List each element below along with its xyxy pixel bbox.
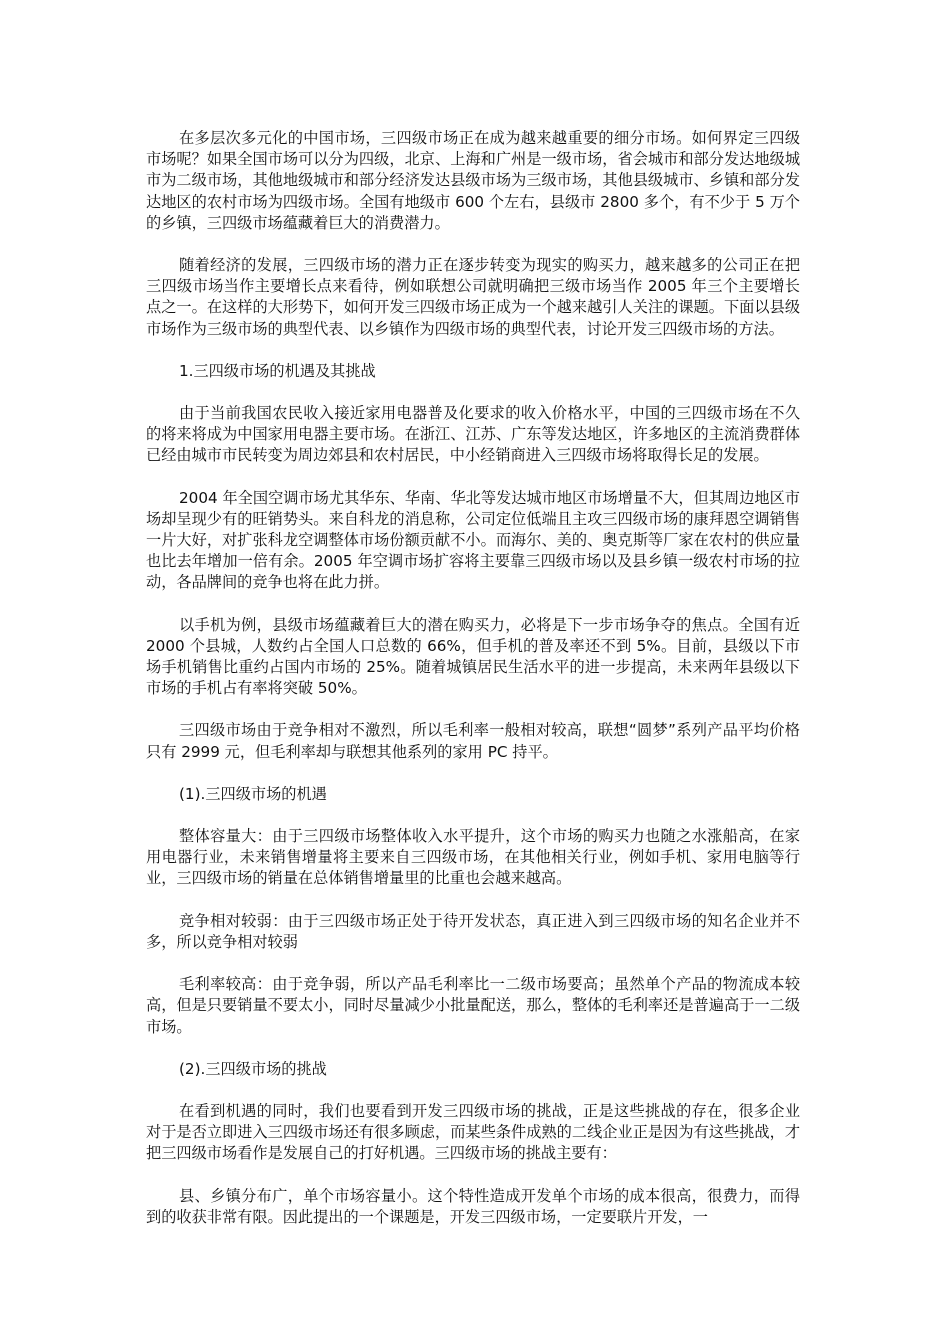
paragraph-intro: 在多层次多元化的中国市场，三四级市场正在成为越来越重要的细分市场。如何界定三四级市场呢？如果全国市场可以分为四级，北京、上海和广州是一级市场，省会城市和部分发达地级城市为二级市场，其他地级城市和部分经济发达县级市场为三级市场，其他县级城市、乡镇和部分发达地区的农村市场为四级市场。全国有地级市 600 个左右，县级市 2800 多个，有不少于 5 万个的乡镇，三四级市场蕴藏着巨大的消费潜力。 xyxy=(146,129,800,232)
paragraph-air-conditioner: 2004 年全国空调市场尤其华东、华南、华北等发达城市地区市场增量不大，但其周边地区市场却呈现少有的旺销势头。来自科龙的消息称，公司定位低端且主攻三四级市场的康拜恩空调销售一片大好，对扩张科龙空调整体市场份额贡献不小。而海尔、美的、奥克斯等厂家在农村的供应量也比去年增加一倍有余。2005 年空调市场扩容将主要靠三四级市场以及县乡镇一级农村市场的拉动，各品牌间的竞争也将在此力拼。 xyxy=(146,488,800,592)
document-body xyxy=(146,128,800,1249)
section-heading-challenges: (2).三四级市场的挑战 xyxy=(179,1059,327,1078)
paragraph-gross-margin: 毛利率较高：由于竞争弱，所以产品毛利率比一二级市场要高；虽然单个产品的物流成本较高，但是只要销量不要太小，同时尽量减少小批量配送，那么，整体的毛利率还是普遍高于一二级市场。 xyxy=(146,975,800,1036)
section-heading-opportunities-challenges: 1.三四级市场的机遇及其挑战 xyxy=(179,361,376,380)
paragraph-capacity: 整体容量大：由于三四级市场整体收入水平提升，这个市场的购买力也随之水涨船高，在家用电器行业，未来销售增量将主要来自三四级市场，在其他相关行业，例如手机、家用电脑等行业，三四级市场的销量在总体销售增量里的比重也会越来越高。 xyxy=(146,827,800,888)
paragraph-distribution: 县、乡镇分布广，单个市场容量小。这个特性造成开发单个市场的成本很高，很费力，而得到的收获非常有限。因此提出的一个课题是，开发三四级市场，一定要联片开发，一 xyxy=(146,1186,800,1226)
section-heading-opportunities: (1).三四级市场的机遇 xyxy=(179,784,327,803)
paragraph-challenges-intro: 在看到机遇的同时，我们也要看到开发三四级市场的挑战，正是这些挑战的存在，很多企业对于是否立即进入三四级市场还有很多顾虑，而某些条件成熟的二线企业正是因为有这些挑战，才把三四级市场看作是发展自己的打好机遇。三四级市场的挑战主要有： xyxy=(146,1101,800,1163)
paragraph-margin: 三四级市场由于竞争相对不激烈，所以毛利率一般相对较高，联想“圆梦”系列产品平均价格只有 2999 元，但毛利率却与联想其他系列的家用 PC 持平。 xyxy=(146,721,800,761)
paragraph-mobile-phone: 以手机为例，县级市场蕴藏着巨大的潜在购买力，必将是下一步市场争夺的焦点。全国有近 2000 个县城，人数约占全国人口总数的 66%，但手机的普及率还不到 5%。目前，县级以下市场手机销售比重约占国内市场的 25%。随着城镇居民生活水平的进一步提高，未来两年县级以下市场的手机占有率将突破 50%。 xyxy=(146,615,800,698)
paragraph-growth: 随着经济的发展，三四级市场的潜力正在逐步转变为现实的购买力，越来越多的公司正在把三四级市场当作主要增长点来看待，例如联想公司就明确把三级市场当作 2005 年三个主要增长点之一。在这样的大形势下，如何开发三四级市场正成为一个越来越引人关注的课题。下面以县级市场作为三级市场的典型代表、以乡镇作为四级市场的典型代表，讨论开发三四级市场的方法。 xyxy=(146,256,800,338)
paragraph-competition: 竞争相对较弱：由于三四级市场正处于待开发状态，真正进入到三四级市场的知名企业并不多，所以竞争相对较弱 xyxy=(146,911,800,951)
paragraph-appliance-market: 由于当前我国农民收入接近家用电器普及化要求的收入价格水平，中国的三四级市场在不久的将来将成为中国家用电器主要市场。在浙江、江苏、广东等发达地区，许多地区的主流消费群体已经由城市市民转变为周边郊县和农村居民，中小经销商进入三四级市场将取得长足的发展。 xyxy=(146,404,800,465)
